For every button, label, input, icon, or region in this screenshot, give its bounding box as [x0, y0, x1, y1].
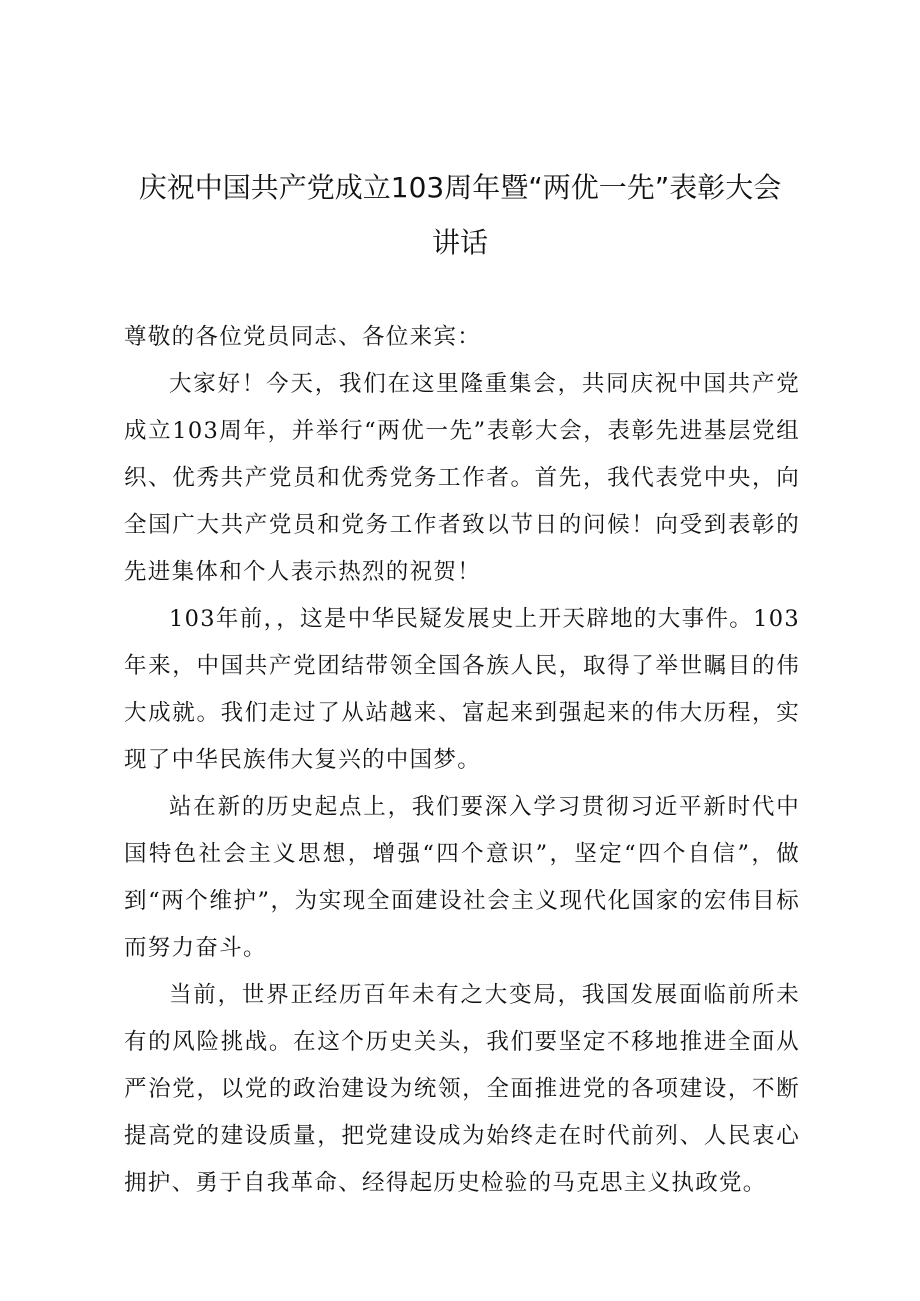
paragraph-party-building: 当前，世界正经历百年未有之大变局，我国发展面临前所未有的风险挑战。在这个历史关头，我们要坚定不移地推进全面从严治党，以党的政治建设为统领，全面推进党的各项建设，不断提高党的建设质量，把党建设成为始终走在时代前列、人民衷心拥护、勇于自我革命、经得起历史检验的马克思主义执政党。	[124, 982, 800, 1196]
paragraph-new-era: 站在新的历史起点上，我们要深入学习贯彻习近平新时代中国特色社会主义思想，增强“四个意识”，坚定“四个自信”，做到“两个维护”，为实现全面建设社会主义现代化国家的宏伟目标而努力奋斗。	[124, 794, 800, 961]
speech-body	[124, 314, 800, 1207]
paragraph-greeting: 大家好！今天，我们在这里隆重集会，共同庆祝中国共产党成立103周年，并举行“两优一先”表彰大会，表彰先进基层党组织、优秀共产党员和优秀党务工作者。首先，我代表党中央，向全国广大共产党员和党务工作者致以节日的问候！向受到表彰的先进集体和个人表示热烈的祝贺！	[124, 371, 800, 585]
paragraph-history: 103年前，，这是中华民疑发展史上开天辟地的大事件。103年来，中国共产党团结带领全国各族人民，取得了举世瞩目的伟大成就。我们走过了从站越来、富起来到强起来的伟大历程，实现了中华民族伟大复兴的中国梦。	[124, 606, 800, 773]
document-title-line-1: 庆祝中国共产党成立103周年暨“两优一先”表彰大会	[138, 171, 782, 204]
document-title-line-2: 讲话	[431, 226, 488, 259]
salutation: 尊敬的各位党员同志、各位来宾：	[124, 324, 482, 350]
